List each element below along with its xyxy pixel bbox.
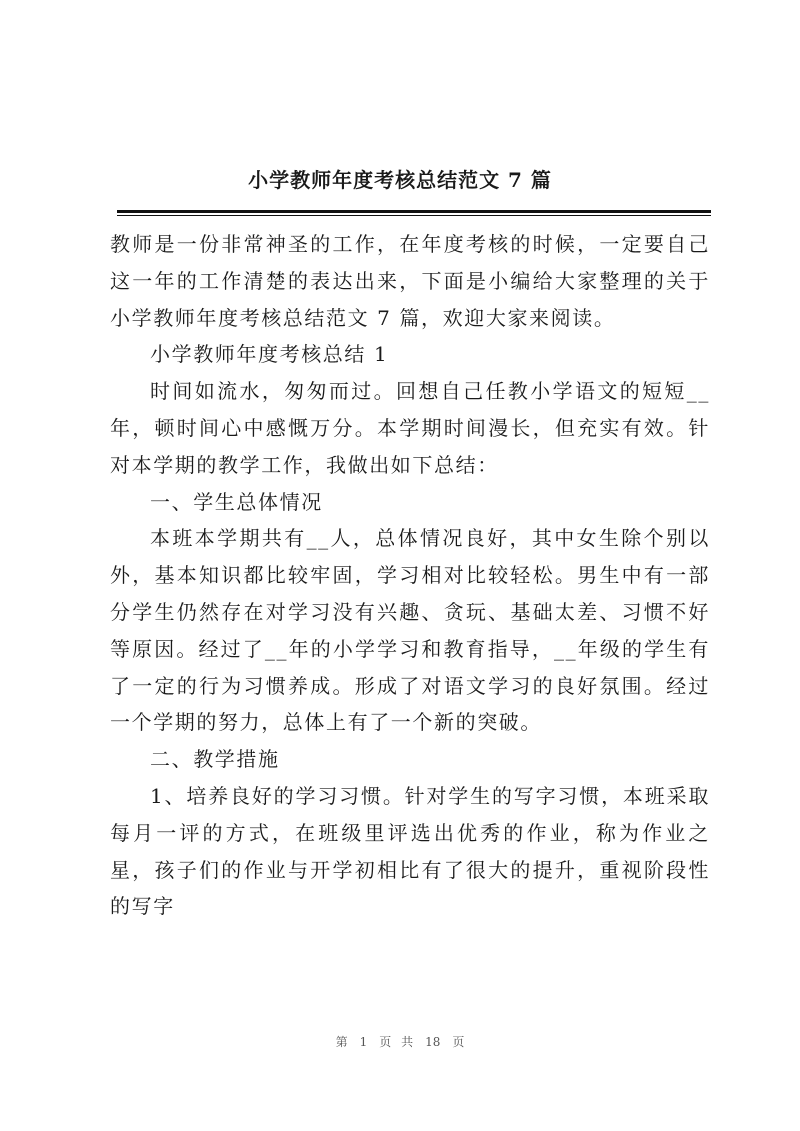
- footer-label-end: 页: [452, 1035, 465, 1049]
- footer-label-page: 第: [335, 1035, 348, 1049]
- title-rule-thin: [117, 215, 711, 216]
- body-paragraph: 本班本学期共有__人，总体情况良好，其中女生除个别以外，基本知识都比较牢固，学习相对比较轻松。男生中有一部分学生仍然存在对学习没有兴趣、贪玩、基础太差、习惯不好等原因。经过了__年的小学学习和教育指导，__年级的学生有了一定的行为习惯养成。形成了对语文学习的良好氛围。经过一个学期的努力，总体上有了一个新的突破。: [110, 526, 710, 735]
- page-footer: [0, 1033, 800, 1050]
- footer-label-total: 页 共: [379, 1035, 414, 1049]
- footer-current-page: 1: [359, 1035, 368, 1049]
- document-title: 小学教师年度考核总结范文 7 篇: [248, 168, 552, 192]
- body-paragraph: 1、培养良好的学习习惯。针对学生的写字习惯，本班采取每月一评的方式，在班级里评选出优秀的作业，称为作业之星，孩子们的作业与开学初相比有了很大的提升，重视阶段性的写字: [110, 783, 710, 919]
- intro-paragraph: 教师是一份非常神圣的工作，在年度考核的时候，一定要自己这一年的工作清楚的表达出来，下面是小编给大家整理的关于小学教师年度考核总结范文 7 篇，欢迎大家来阅读。: [110, 232, 710, 330]
- footer-total-pages: 18: [425, 1035, 441, 1049]
- title-rule-thick: [117, 210, 711, 213]
- section-heading-summary-1: 小学教师年度考核总结 1: [150, 342, 389, 367]
- document-body: [110, 226, 710, 925]
- body-paragraph: 时间如流水，匆匆而过。回想自己任教小学语文的短短__年，顿时间心中感慨万分。本学期时间漫长，但充实有效。针对本学期的教学工作，我做出如下总结：: [110, 379, 710, 477]
- section-heading-measures: 二、教学措施: [150, 747, 280, 772]
- section-heading-students: 一、学生总体情况: [150, 489, 323, 514]
